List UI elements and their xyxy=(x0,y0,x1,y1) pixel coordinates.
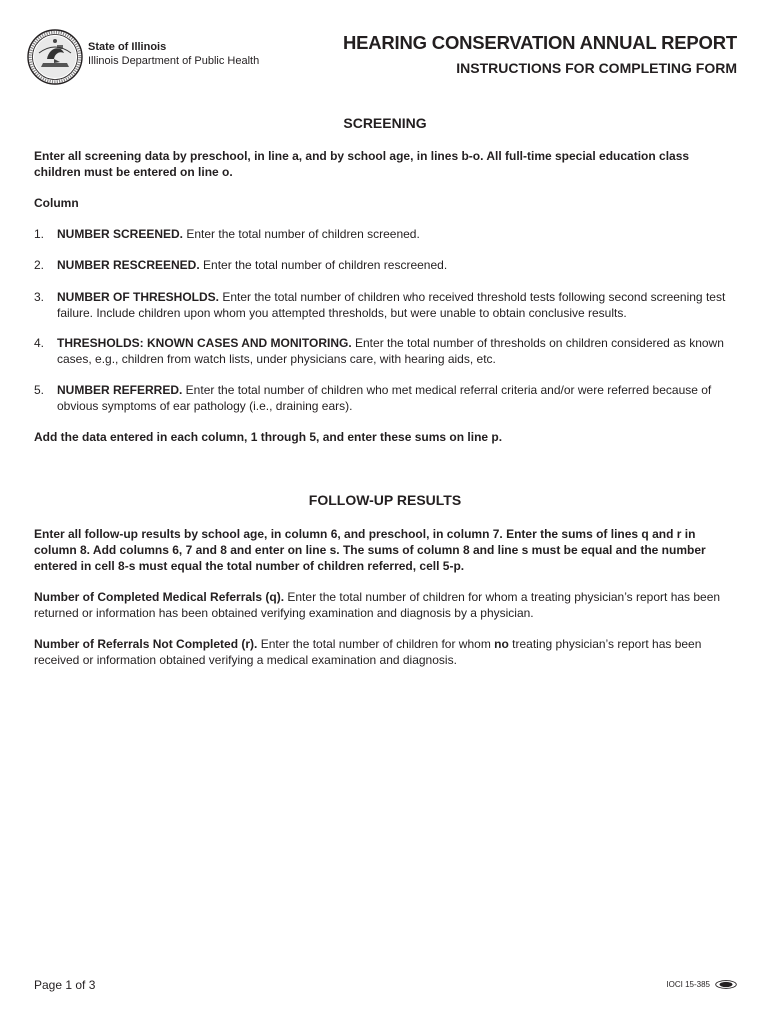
screening-summary: Add the data entered in each column, 1 through 5, and enter these sums on line p. xyxy=(34,430,503,444)
item-label: NUMBER RESCREENED. xyxy=(57,258,200,272)
column-label: Column xyxy=(34,196,79,210)
item-number: 5. xyxy=(34,383,45,397)
screening-heading: SCREENING xyxy=(343,115,427,131)
item-text: Enter the total number of children who met medical referral criteria and/or were referred because of obvious symptoms of ear pathology (i.e., draining ears). xyxy=(57,383,712,413)
not-completed-emphasis: no xyxy=(494,637,509,651)
not-completed-paragraph xyxy=(34,636,739,668)
list-item xyxy=(34,335,739,367)
completed-referrals-paragraph xyxy=(34,589,739,621)
item-text: Enter the total number of thresholds on children considered as known cases, e.g., children from watch lists, under physicians care, with hearing aids, etc. xyxy=(57,336,724,366)
union-bug-icon xyxy=(715,980,737,989)
item-label: NUMBER REFERRED. xyxy=(57,383,183,397)
list-item xyxy=(34,382,739,414)
agency-block xyxy=(88,40,259,68)
list-item xyxy=(34,289,739,321)
state-name: State of Illinois xyxy=(88,41,167,53)
followup-intro: Enter all follow-up results by school age, in column 6, and preschool, in column 7. Enter the sums of lines q and r in column 8. Add columns 6, 7 and 8 and enter on line s. The sums of column 8 and line s must be equal and the number entered in cell 8-s must equal the total number of children referred, cell 5-p. xyxy=(34,527,706,573)
item-text: Enter the total number of children rescreened. xyxy=(199,258,448,272)
form-id: IOCI 15-385 xyxy=(666,980,710,989)
form-title-block xyxy=(343,33,737,76)
item-number: 4. xyxy=(34,336,45,350)
illinois-state-seal-icon xyxy=(27,29,83,85)
item-number: 1. xyxy=(34,227,45,241)
page-number: Page 1 of 3 xyxy=(34,978,96,992)
item-label: NUMBER SCREENED. xyxy=(57,227,184,241)
page-subtitle: INSTRUCTIONS FOR COMPLETING FORM xyxy=(456,60,737,76)
item-label: THRESHOLDS: KNOWN CASES AND MONITORING. xyxy=(57,336,352,350)
page-title: HEARING CONSERVATION ANNUAL REPORT xyxy=(342,32,737,53)
list-item xyxy=(34,257,739,273)
item-number: 3. xyxy=(34,290,45,304)
department-name: Illinois Department of Public Health xyxy=(88,55,260,67)
screening-intro: Enter all screening data by preschool, in line a, and by school age, in lines b-o. All full-time special education class children must be entered on line o. xyxy=(34,149,690,179)
item-label: NUMBER OF THRESHOLDS. xyxy=(57,290,219,304)
form-id-block xyxy=(666,980,737,989)
completed-referrals-label: Number of Completed Medical Referrals (q). xyxy=(34,590,285,604)
not-completed-text: Enter the total number of children for whom xyxy=(257,637,495,651)
completed-referrals-text: Enter the total number of children for whom a treating physician’s report has been returned or information has been obtained verifying examination and diagnosis by a physician. xyxy=(34,590,721,620)
followup-heading: FOLLOW-UP RESULTS xyxy=(308,492,462,508)
list-item xyxy=(34,226,739,242)
item-text: Enter the total number of children who received threshold tests following second screening test failure. Include children upon whom you attempted thresholds, but were unable to obtain conclusive results. xyxy=(57,290,726,320)
not-completed-text-end: treating physician’s report has been received or information obtained verifying a medical examination and diagnosis. xyxy=(34,637,702,667)
not-completed-label: Number of Referrals Not Completed (r). xyxy=(34,637,258,651)
item-number: 2. xyxy=(34,258,45,272)
item-text: Enter the total number of children screened. xyxy=(183,227,420,241)
